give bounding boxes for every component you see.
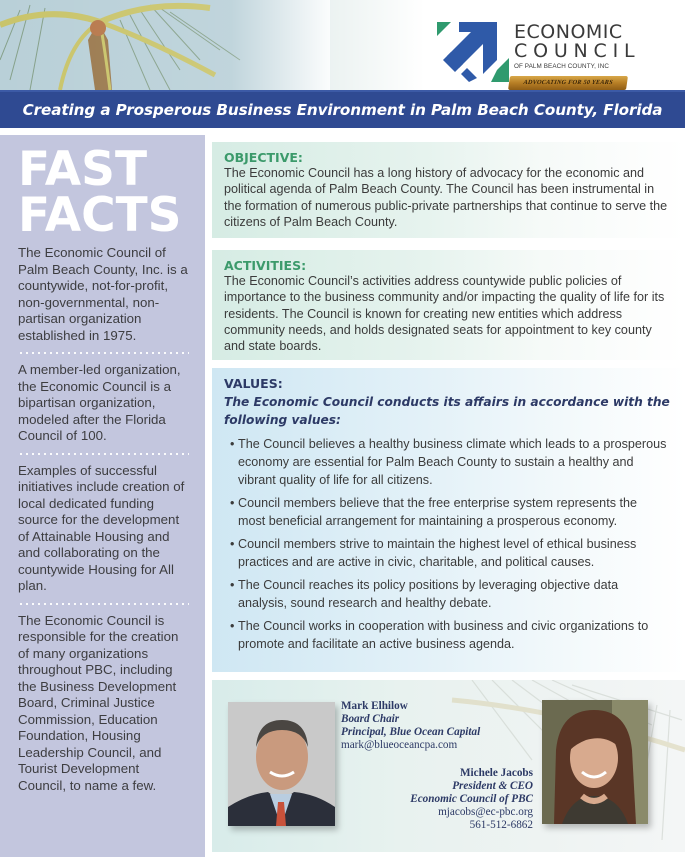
person-name: Michele Jacobs — [459, 767, 533, 779]
values-heading: VALUES: — [224, 376, 283, 391]
advocating-ribbon: ADVOCATING FOR 50 YEARS — [508, 76, 628, 90]
mark-elhilow-info — [341, 700, 480, 752]
portrait-man-image — [228, 702, 335, 826]
bullet-icon: • — [230, 437, 235, 451]
fact-item: A member-led organization, the Economic Council is a bipartisan organization, modeled after the Florida Council of 100. — [18, 362, 181, 443]
logo-arrow-icon — [437, 20, 509, 82]
value-text: The Council works in cooperation with business and civic organizations to promote and facilitate an active business agenda. — [238, 619, 649, 651]
page-title: Creating a Prosperous Business Environment in Palm Beach County, Florida — [22, 101, 663, 119]
palm-tree-illustration — [0, 0, 330, 90]
header-banner — [0, 0, 685, 90]
fast-facts-heading-text: FAST FACTS — [18, 142, 182, 243]
dotted-divider — [18, 352, 189, 354]
person-title: President & CEO — [452, 780, 533, 792]
activities-text: The Economic Council’s activities address countywide public policies of importance to the business community and/or impacting the quality of life for its residents. The Council is known for creating new entities which address community needs, and holds designated seats for appointment to key county and state boards. — [224, 274, 665, 354]
logo-subline: OF PALM BEACH COUNTY, INC — [514, 63, 609, 70]
dotted-divider — [18, 453, 189, 455]
values-intro: The Economic Council conducts its affairs in accordance with the following values: — [224, 395, 670, 427]
person-organization: Economic Council of PBC — [410, 793, 533, 805]
objective-section — [212, 142, 685, 238]
mark-elhilow-photo — [228, 702, 335, 826]
person-name: Mark Elhilow — [341, 700, 408, 712]
fact-item: The Economic Council of Palm Beach County, Inc. is a countywide, not-for-profit, non-governmental, non- partisan organization established in 1975. — [18, 245, 188, 343]
bullet-icon: • — [230, 496, 235, 510]
logo-text-economic: ECONOMIC — [514, 21, 623, 43]
title-band — [0, 90, 685, 128]
activities-section — [212, 250, 685, 360]
person-email[interactable]: mjacobs@ec-pbc.org — [438, 806, 533, 818]
leadership-section — [212, 680, 685, 852]
activities-heading: ACTIVITIES: — [224, 258, 307, 273]
portrait-woman-image — [542, 700, 648, 824]
fast-facts-sidebar — [0, 135, 205, 857]
fast-facts-heading — [18, 142, 189, 243]
value-text: Council members strive to maintain the highest level of ethical business practices and are active in civic, charitable, and political causes. — [238, 537, 637, 569]
economic-council-logo — [437, 20, 677, 90]
person-title: Board Chair — [341, 713, 400, 725]
value-item — [224, 535, 675, 571]
person-phone: 561-512-6862 — [469, 819, 533, 831]
value-item — [224, 435, 675, 489]
objective-text: The Economic Council has a long history of advocacy for the economic and political agenda of Palm Beach County. The Council has been instrumental in the formation of numerous public-private partnerships that continue to serve the citizens of Palm Beach County. — [224, 166, 668, 229]
value-item — [224, 576, 675, 612]
value-item — [224, 617, 675, 653]
person-organization: Principal, Blue Ocean Capital — [341, 726, 481, 738]
objective-heading: OBJECTIVE: — [224, 150, 303, 165]
values-section — [212, 368, 685, 672]
logo-text-council: COUNCIL — [514, 40, 641, 62]
values-list — [224, 435, 675, 653]
bullet-icon: • — [230, 619, 235, 633]
person-email[interactable]: mark@blueoceancpa.com — [341, 739, 458, 751]
michele-jacobs-photo — [542, 700, 648, 824]
value-text: The Council believes a healthy business climate which leads to a prosperous economy are essential for Palm Beach County to sustain a healthy and vibrant quality of life for all citizens. — [238, 437, 667, 487]
value-item — [224, 494, 675, 530]
bullet-icon: • — [230, 537, 235, 551]
value-text: Council members believe that the free enterprise system represents the most beneficial arrangement for maintaining a prosperous economy. — [238, 496, 637, 528]
bullet-icon: • — [230, 578, 235, 592]
fact-item: Examples of successful initiatives include creation of local dedicated funding source for the development of Attainable Housing and and collaborating on the countywide Housing for All plan. — [18, 462, 185, 593]
dotted-divider — [18, 603, 189, 605]
value-text: The Council reaches its policy positions by leveraging objective data analysis, sound research and healthy debate. — [238, 578, 619, 610]
michele-jacobs-info — [410, 767, 533, 832]
fact-item: The Economic Council is responsible for the creation of many organizations throughout PBC, including the Business Development Board, Criminal Justice Commission, Education Foundation, Housing Leadership Council, and Tourist Development Council, to name a few. — [18, 612, 179, 793]
